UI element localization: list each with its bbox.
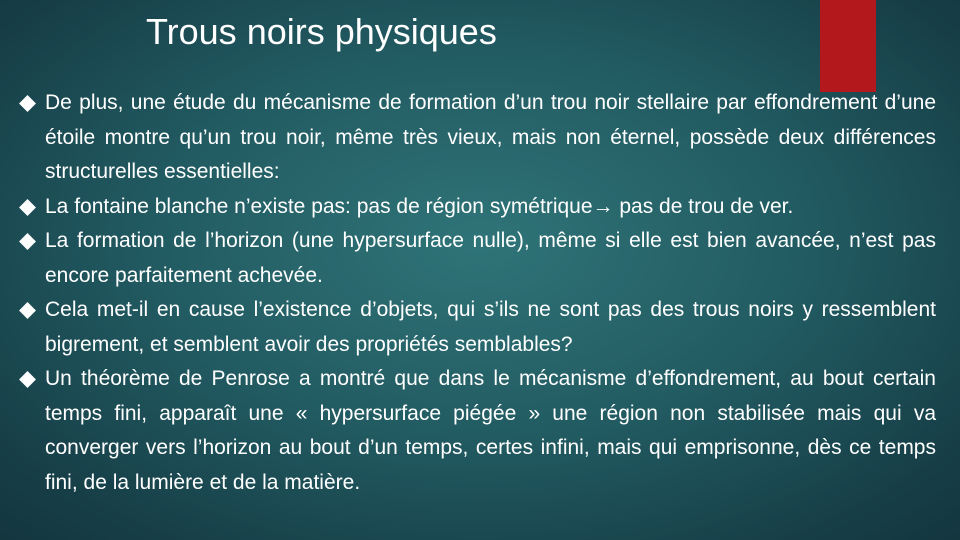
diamond-bullet-icon bbox=[19, 95, 36, 112]
bullet-text: La fontaine blanche n’existe pas: pas de région symétrique→ pas de trou de ver. bbox=[45, 194, 794, 218]
bullet-text: De plus, une étude du mécanisme de formation d’un trou noir stellaire par effondrement d’une étoile montre qu’un trou noir, même très vieux, mais non éternel, possède deux différences structurelles essentielles: bbox=[45, 91, 936, 183]
diamond-bullet-icon bbox=[19, 233, 36, 250]
bullet-text: Cela met-il en cause l’existence d’objets, qui s’ils ne sont pas des trous noirs y ressemblent bigrement, et semblent avoir des propriétés semblables? bbox=[45, 298, 936, 356]
bullet-text: La formation de l’horizon (une hypersurface nulle), même si elle est bien avancée, n’est pas encore parfaitement achevée. bbox=[45, 229, 936, 287]
bullet-list bbox=[21, 86, 936, 500]
diamond-bullet-icon bbox=[19, 371, 36, 388]
diamond-bullet-icon bbox=[19, 199, 36, 216]
accent-bar bbox=[820, 0, 876, 92]
bullet-item bbox=[21, 293, 936, 362]
bullet-item bbox=[21, 224, 936, 293]
bullet-text: Un théorème de Penrose a montré que dans le mécanisme d’effondrement, au bout certain temps fini, apparaît une « hypersurface piégée » une région non stabilisée mais qui va converger vers l’horizon au bout d’un temps, certes infini, mais qui emprisonne, dès ce temps fini, de la lumière et de la matière. bbox=[45, 367, 936, 494]
bullet-item bbox=[21, 362, 936, 500]
slide-title: Trous noirs physiques bbox=[146, 11, 497, 52]
diamond-bullet-icon bbox=[19, 302, 36, 319]
bullet-item bbox=[21, 190, 936, 225]
bullet-item bbox=[21, 86, 936, 190]
